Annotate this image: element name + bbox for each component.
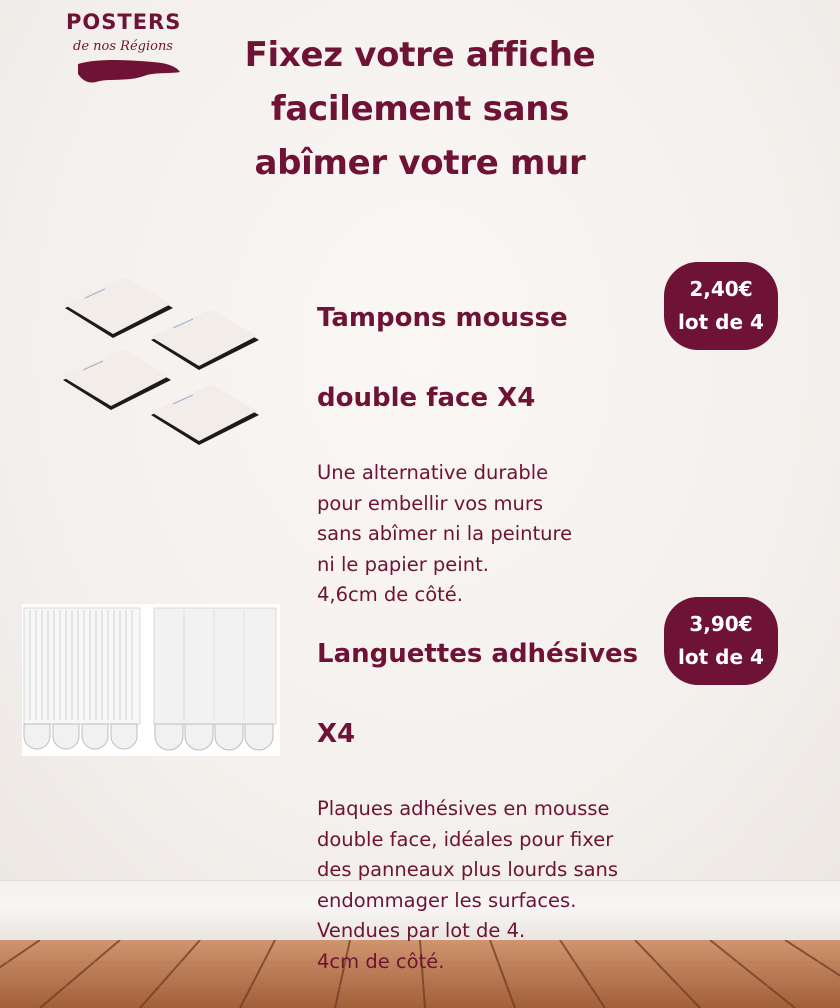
- product-title: [317, 258, 637, 458]
- price-badge-adhesive-strips: [664, 597, 778, 685]
- price-value: 3,90€: [689, 612, 753, 636]
- description-line: Plaques adhésives en mousse: [317, 797, 610, 820]
- foam-pads-image: [55, 270, 275, 465]
- headline-line-1: Fixez votre affiche: [244, 35, 596, 75]
- description-line: pour embellir vos murs: [317, 491, 544, 515]
- product-card-adhesive-strips[interactable]: [317, 594, 647, 977]
- price-value: 2,40€: [689, 277, 753, 301]
- description-line: sans abîmer ni la peinture: [317, 522, 573, 545]
- headline-line-2: facilement sans: [270, 89, 570, 129]
- description-line: 4,6cm de côté.: [317, 583, 463, 606]
- description-line: Vendues par lot de 4.: [317, 919, 526, 942]
- description-line: Une alternative durable: [317, 461, 549, 484]
- description-line: des panneaux plus lourds sans: [317, 858, 619, 881]
- description-line: endommager les surfaces.: [317, 888, 577, 912]
- brand-logo[interactable]: [58, 0, 188, 92]
- description-line: double face, idéales pour fixer: [317, 827, 614, 851]
- product-title-line-1: Tampons mousse: [317, 303, 568, 333]
- adhesive-strips-image: [22, 604, 280, 756]
- product-description: [317, 794, 647, 977]
- product-title-line-2: double face X4: [317, 383, 536, 413]
- headline-line-3: abîmer votre mur: [254, 143, 586, 183]
- product-title-line-2: X4: [317, 719, 356, 749]
- page-headline: [220, 28, 620, 190]
- logo-name: POSTERS: [66, 10, 182, 34]
- logo-tagline: de nos Régions: [73, 39, 173, 54]
- description-line: ni le papier peint.: [317, 552, 489, 576]
- product-card-foam-pads[interactable]: [317, 258, 637, 611]
- product-title: [317, 594, 647, 794]
- price-unit: lot de 4: [678, 645, 764, 669]
- description-line: 4cm de côté.: [317, 949, 445, 973]
- price-unit: lot de 4: [678, 310, 764, 334]
- product-title-line-1: Languettes adhésives: [317, 639, 639, 669]
- product-description: [317, 458, 637, 611]
- price-badge-foam-pads: [664, 262, 778, 350]
